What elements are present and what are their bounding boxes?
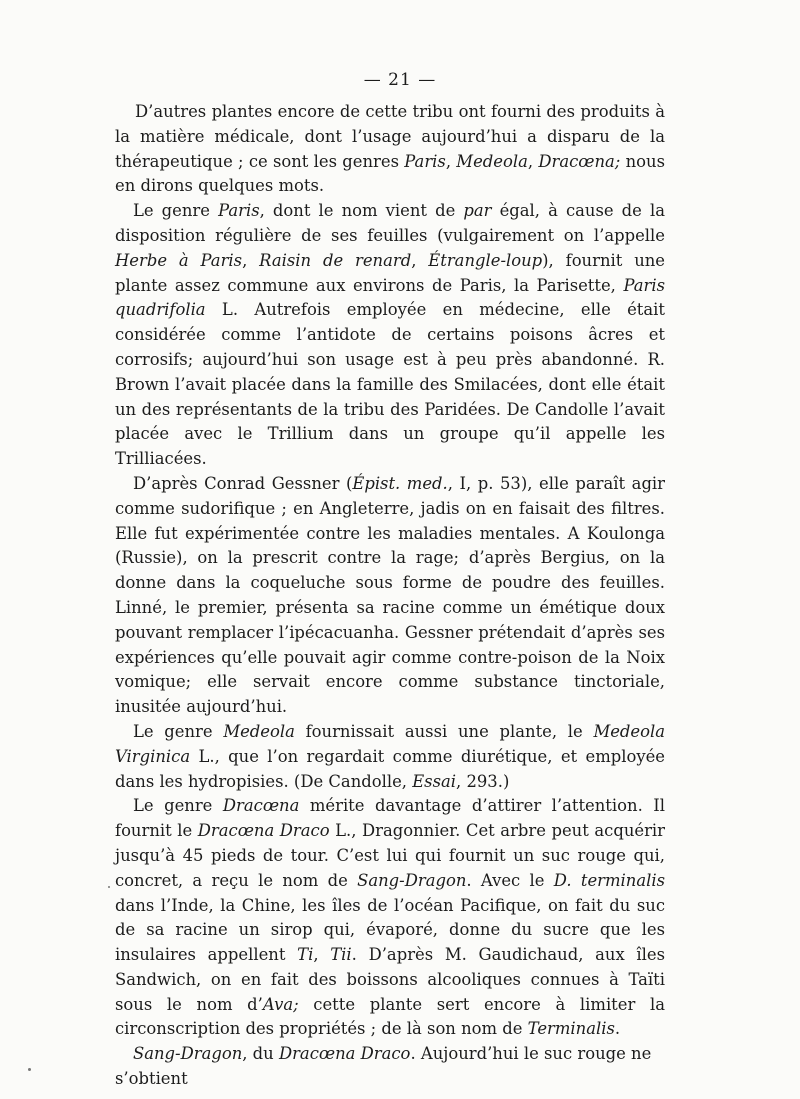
speck: [28, 1068, 31, 1071]
italic-term: Sang-Dragon: [133, 1044, 243, 1064]
text-run: ,: [445, 151, 457, 171]
text-run: . Aujourd’hui le suc rouge ne s’obtient: [115, 1044, 652, 1089]
text-run: , 293.): [456, 771, 510, 791]
paragraph: [115, 794, 665, 1042]
text-run: L., Dragonnier. Cet arbre peut acquérir jusqu’à 45 pieds de tour. C’est lui qui fournit un suc rouge qui, concret, a reçu le nom de: [115, 821, 665, 890]
italic-term: Tii: [330, 945, 352, 965]
text-run: égal, à cause de la disposition régulière de ses feuilles (vulgairement on l’appelle: [115, 201, 665, 245]
text-run: Le genre: [133, 201, 219, 221]
italic-term: par: [463, 201, 492, 221]
text-run: Le genre: [133, 721, 224, 741]
text-run: , dont le nom vient de: [259, 201, 464, 221]
italic-term: Dracœna Draco: [197, 821, 330, 841]
text-run: D’autres plantes encore de cette tribu ont fourni des produits à la matière médicale, dont l’usage aujourd’hui a disparu de la thérapeutique ; ce sont les genres: [115, 102, 665, 171]
text-run: ,: [527, 151, 539, 171]
text-run: cette plante sert encore à limiter la circonscription des propriétés ; de là son nom de: [115, 994, 665, 1039]
text-run: D’après Conrad Gessner (: [133, 473, 353, 493]
italic-term: Essai: [412, 771, 457, 791]
italic-term: Raisin de renard: [259, 250, 412, 270]
text-run: L., que l’on regardait comme diurétique, et employée dans les hydropisies. (De Candolle,: [115, 746, 665, 791]
italic-term: Étrangle-loup: [428, 250, 543, 270]
text-run: .: [614, 1019, 621, 1039]
italic-term: Paris: [218, 201, 260, 221]
text-run: ,: [242, 250, 260, 270]
text-run: . D’après M. Gaudichaud, aux îles Sandwich, on en fait des boissons alcooliques connues à Taïti sous le nom d’: [115, 945, 665, 1014]
body-text: [115, 100, 665, 1092]
italic-term: Sang-Dragon: [357, 870, 467, 890]
text-run: . Avec le: [466, 870, 554, 890]
italic-term: Ti: [297, 945, 314, 965]
italic-term: Ava;: [262, 994, 299, 1014]
text-run: mérite davantage d’attirer l’attention. Il fournit le: [115, 796, 665, 841]
italic-term: Terminalis: [527, 1019, 615, 1039]
italic-term: Dracœna;: [538, 151, 621, 171]
text-run: dans l’Inde, la Chine, les îles de l’océan Pacifique, on fait du suc de sa racine un sirop qui, évaporé, donne du sucre que les insulaires appellent: [115, 895, 665, 965]
text-run: ,: [411, 250, 429, 270]
italic-term: Dracœna: [222, 796, 300, 816]
paragraph: [115, 199, 665, 472]
paragraph: [115, 100, 665, 199]
paragraph: [115, 472, 665, 720]
page-number: — 21 —: [363, 70, 437, 90]
italic-term: Épist. med.: [352, 473, 448, 493]
paragraph: [115, 720, 665, 794]
paragraph: [115, 1042, 665, 1092]
text-run: Le genre: [133, 796, 223, 816]
italic-term: Herbe à Paris: [115, 250, 243, 270]
text-run: L. Autrefois employée en médecine, elle était considérée comme l’antidote de certains poisons âcres et corrosifs; aujourd’hui son usage est à peu près abandonné. R. Brown l’avait placée dans la famille des Smilacées, dont elle était un des représentants de la tribu des Paridées. De Candolle l’avait placée avec le Trillium dans un groupe qu’il appelle les Trilliacées.: [115, 300, 665, 469]
text-run: ), fournit une plante assez commune aux environs de Paris, la Parisette,: [115, 250, 666, 295]
text-run: , du: [242, 1044, 279, 1064]
italic-term: Paris: [404, 151, 446, 171]
text-run: , I, p. 53), elle paraît agir comme sudorifique ; en Angleterre, jadis on en faisait des filtres. Elle fut expérimentée contre les maladies mentales. A Koulonga (Russie), on la prescrit contre la rage; d’après Bergius, on la donne dans la coqueluche sous forme de poudre des feuilles. Linné, le premier, présenta sa racine comme un émétique doux pouvant remplacer l’ipécacuanha. Gessner prétendait d’après ses expériences qu’elle pouvait agir comme contre-poison de la Noix vomique; elle servait encore comme substance tinctoriale, inusitée aujourd’hui.: [115, 473, 666, 717]
speck: [108, 886, 110, 888]
italic-term: Medeola Virginica: [115, 721, 665, 766]
italic-term: Dracœna Draco: [278, 1044, 411, 1064]
text-run: nous en dirons quelques mots.: [115, 151, 666, 196]
text-run: fournissait aussi une plante, le: [294, 721, 594, 741]
italic-term: Medeola: [456, 151, 528, 171]
italic-term: D. terminalis: [553, 870, 665, 890]
text-run: ,: [313, 945, 331, 965]
italic-term: Paris quadrifolia: [115, 275, 665, 320]
italic-term: Medeola: [223, 721, 295, 741]
